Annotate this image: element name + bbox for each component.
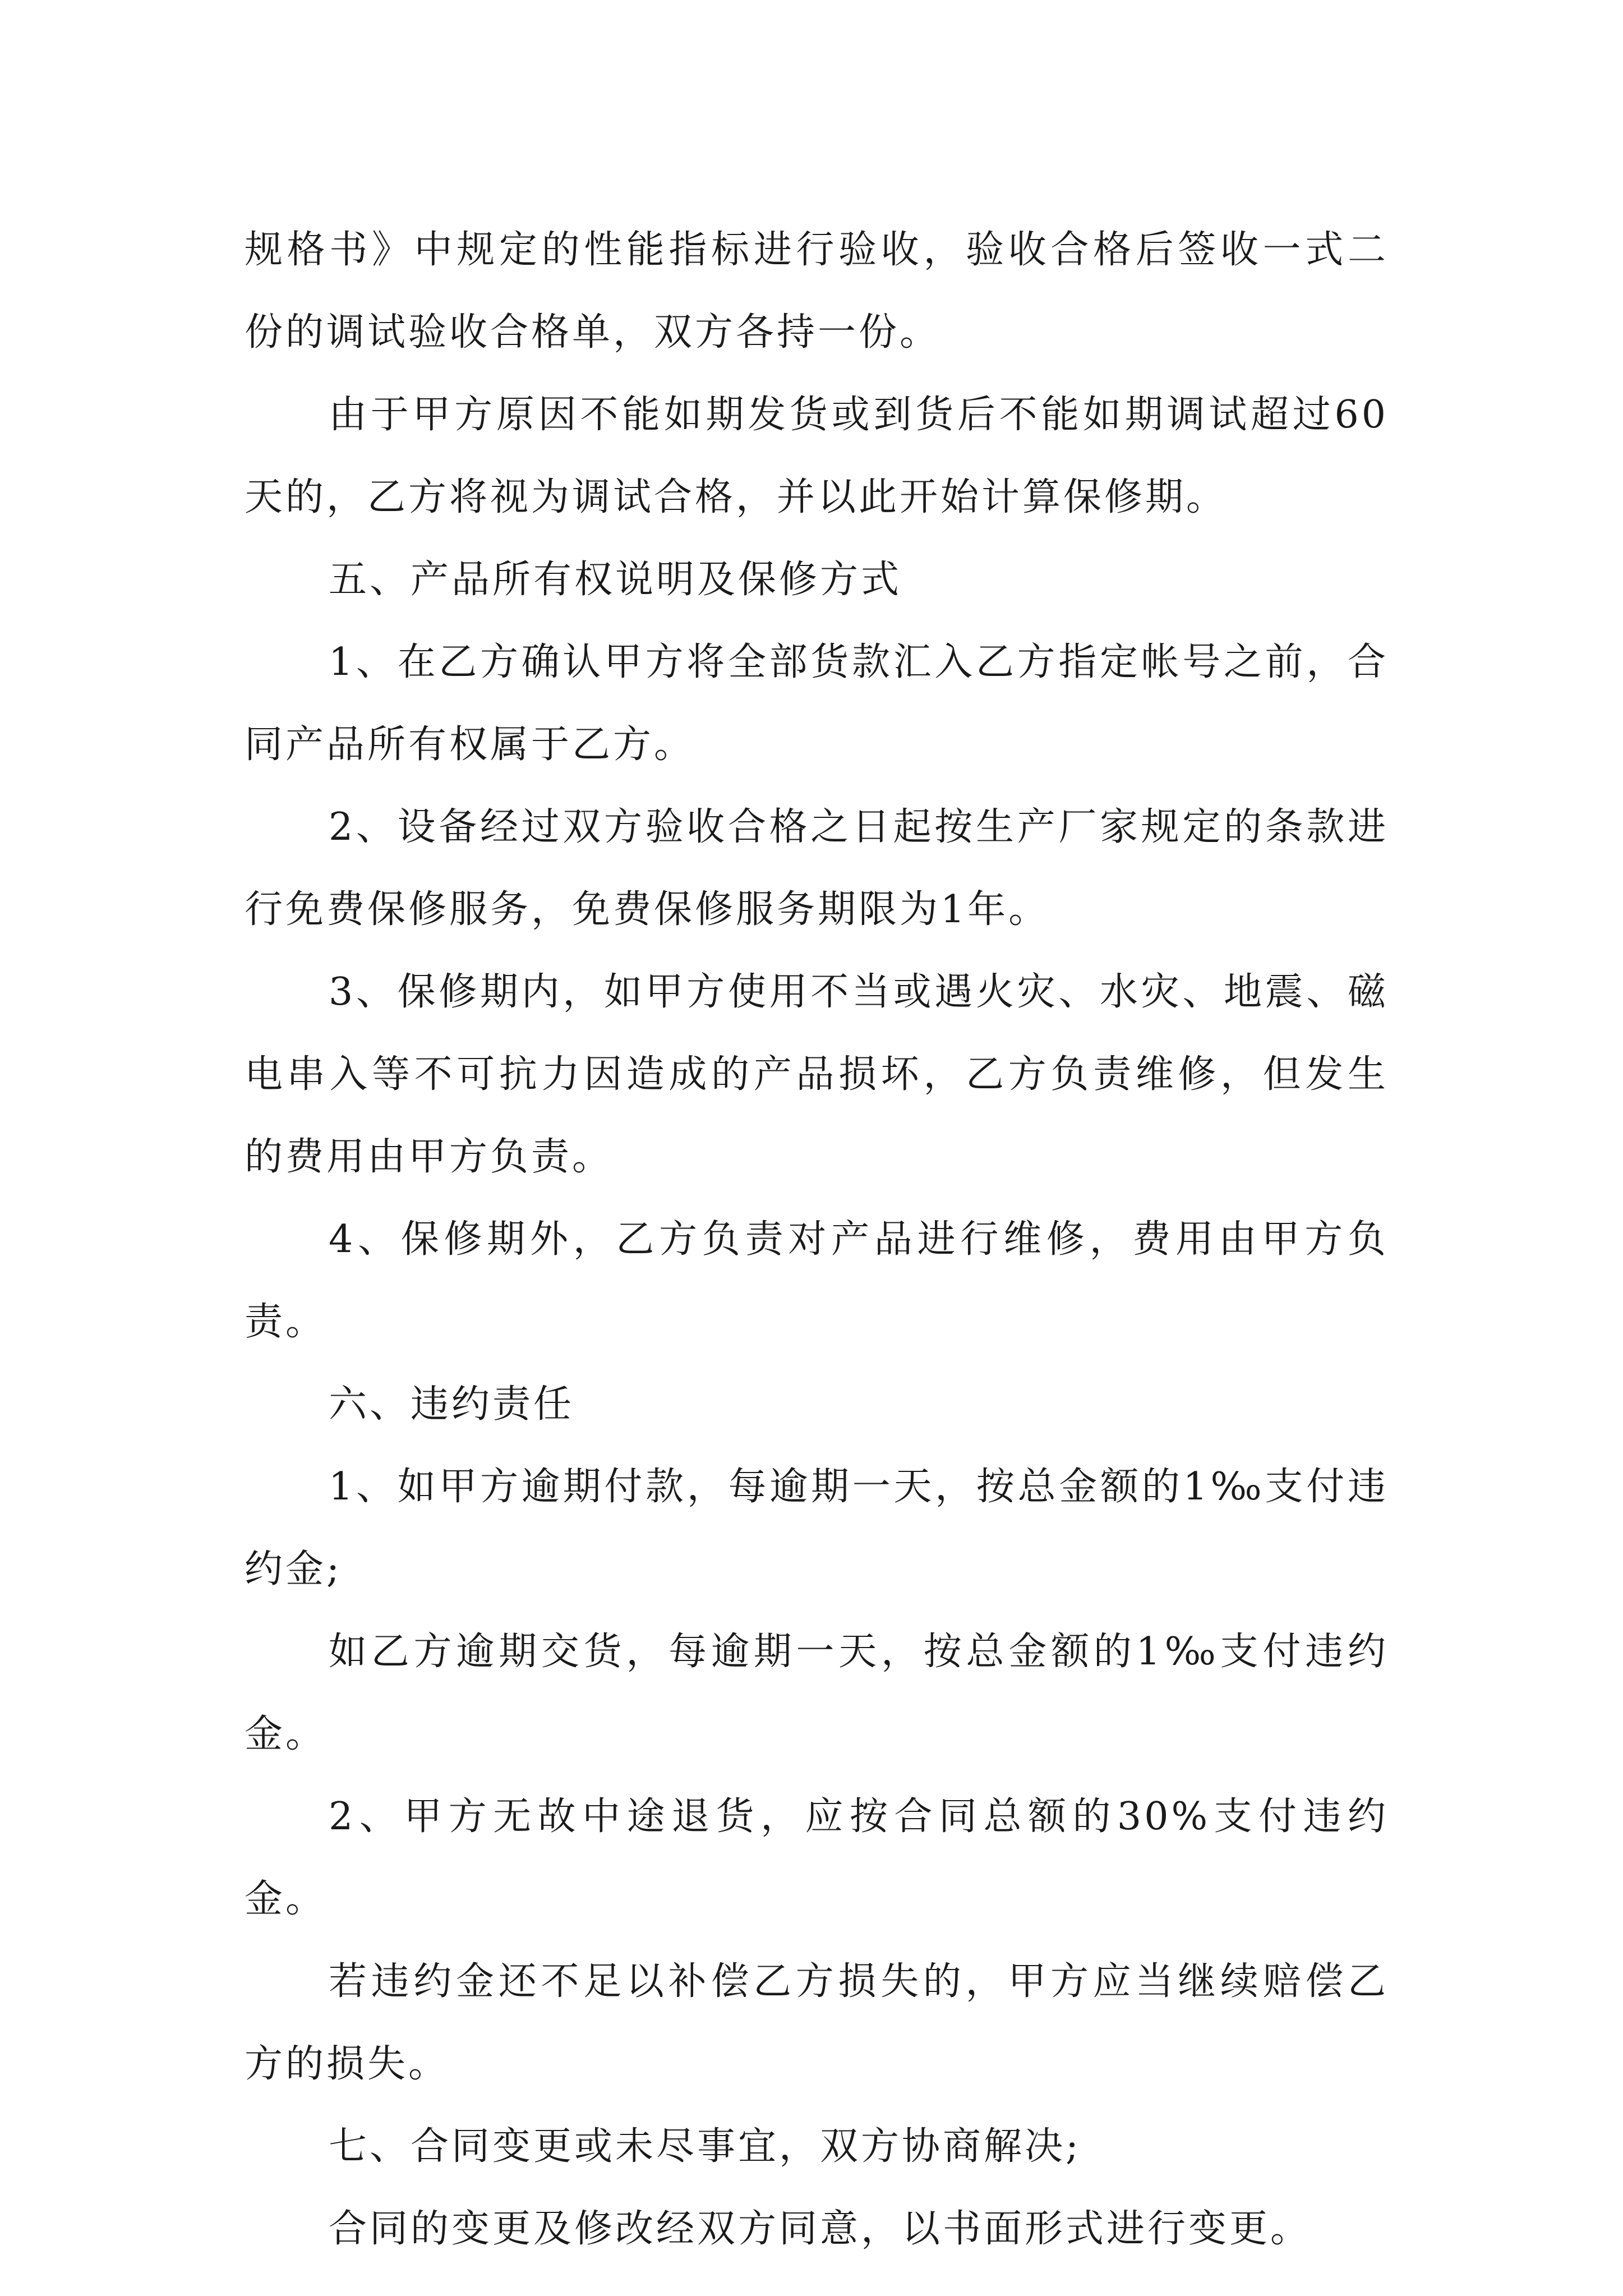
- paragraph-debug-timeout: 由于甲方原因不能如期发货或到货后不能如期调试超过60天的，乙方将视为调试合格，并以此开始计算保修期。: [245, 393, 1389, 519]
- section-heading-ownership-warranty: 五、产品所有权说明及保修方式: [329, 558, 902, 602]
- paragraph-late-payment: 1、如甲方逾期付款，每逾期一天，按总金额的1‰支付违约金;: [245, 1465, 1389, 1591]
- paragraph-ownership: 1、在乙方确认甲方将全部货款汇入乙方指定帐号之前，合同产品所有权属于乙方。: [245, 640, 1389, 767]
- section-heading-contract-changes: 七、合同变更或未尽事宜，双方协商解决;: [329, 2124, 1081, 2169]
- paragraph-return-penalty: 2、甲方无故中途退货，应按合同总额的30%支付违约金。: [245, 1795, 1389, 1921]
- paragraph-spec-acceptance: 规格书》中规定的性能指标进行验收，验收合格后签收一式二份的调试验收合格单，双方各持一份。: [245, 228, 1389, 355]
- paragraph-compensation: 若违约金还不足以补偿乙方损失的，甲方应当继续赔偿乙方的损失。: [245, 1959, 1389, 2086]
- paragraph-written-changes: 合同的变更及修改经双方同意，以书面形式进行变更。: [329, 2207, 1312, 2251]
- paragraph-warranty-exclusions: 3、保修期内，如甲方使用不当或遇火灾、水灾、地震、磁电串入等不可抗力因造成的产品损坏，乙方负责维修，但发生的费用由甲方负责。: [245, 970, 1389, 1179]
- section-heading-liability: 六、违约责任: [329, 1382, 575, 1427]
- paragraph-late-delivery: 如乙方逾期交货，每逾期一天，按总金额的1‰支付违约金。: [245, 1630, 1389, 1756]
- paragraph-free-warranty: 2、设备经过双方验收合格之日起按生产厂家规定的条款进行免费保修服务，免费保修服务期限为1年。: [245, 805, 1389, 932]
- document-body: [245, 209, 1389, 2270]
- paragraph-out-of-warranty: 4、保修期外，乙方负责对产品进行维修，费用由甲方负责。: [245, 1217, 1389, 1344]
